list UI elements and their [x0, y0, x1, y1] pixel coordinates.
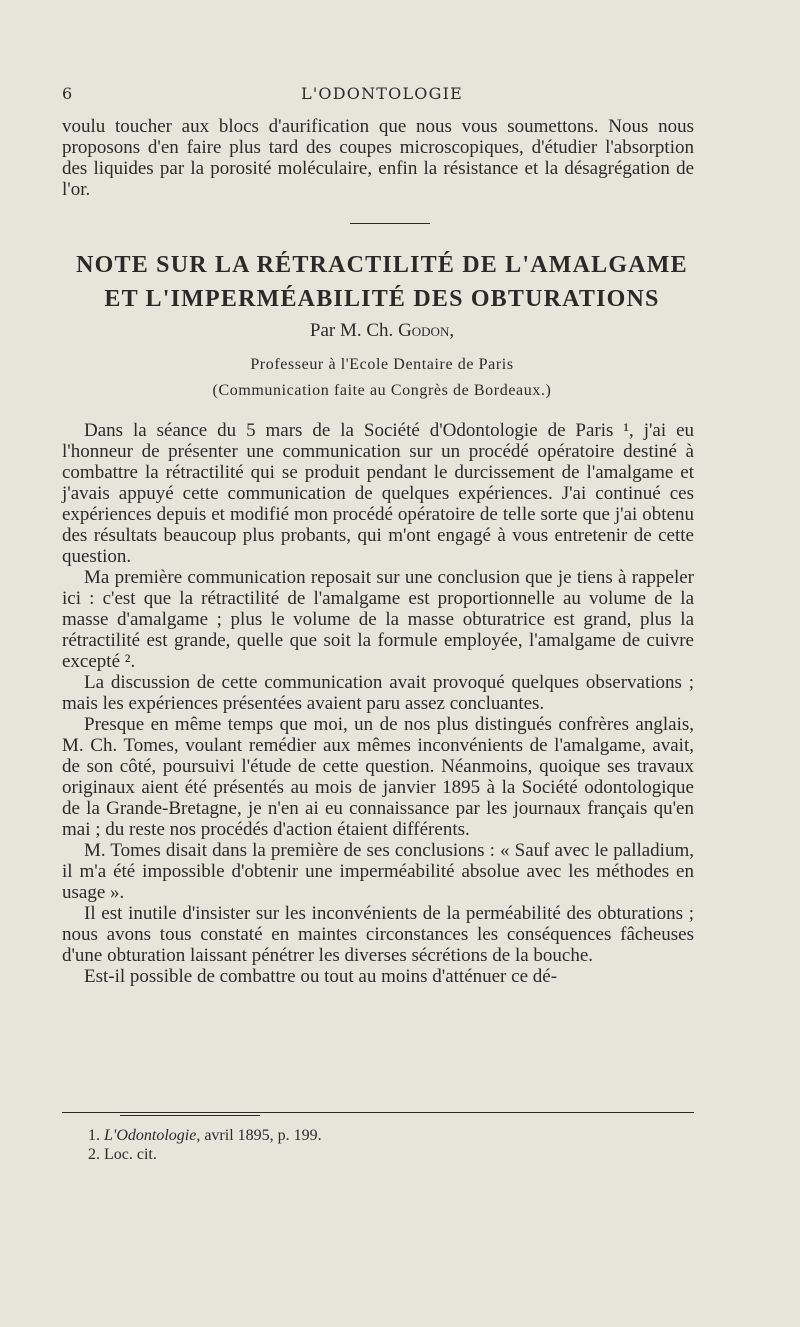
byline-prefix: Par M. Ch.	[309, 320, 399, 341]
body-paragraph: Il est inutile d'insister sur les inconvénients de la perméabilité des obturations ; nous avons tous constaté en maintes circonstances les conséquences fâcheuses d'une obturation laissant pénétrer les diverses sécrétions de la bouche.	[62, 903, 694, 966]
article-title-line-2: ET L'IMPERMÉABILITÉ DES OBTURATIONS	[104, 286, 660, 312]
footnote-rule	[62, 1112, 694, 1113]
body-paragraph: Est-il possible de combattre ou tout au moins d'atténuer ce dé-	[84, 966, 558, 987]
section-divider	[350, 223, 430, 224]
body-paragraph: M. Tomes disait dans la première de ses conclusions : « Sauf avec le palladium, il m'a été impossible d'obtenir une imperméabilité absolue avec les méthodes en usage ».	[62, 840, 694, 903]
body-paragraph: Presque en même temps que moi, un de nos plus distingués confrères anglais, M. Ch. Tomes, voulant remédier aux mêmes inconvénients de l'amalgame, avait, de son côté, poursuivi l'étude de cette question. Néanmoins, quoique ses travaux originaux aient été présentés au mois de janvier 1895 à la Société odontologique de la Grande-Bretagne, je n'en ai eu connaissance par les journaux français qu'en mai ; du reste nos procédés d'action étaient différents.	[62, 714, 694, 840]
footnote-1-journal: L'Odontologie,	[104, 1127, 201, 1144]
footnote-2: 2. Loc. cit.	[88, 1146, 157, 1163]
footnote-1	[88, 1126, 688, 1145]
footnote-1-citation: avril 1895, p. 199.	[200, 1127, 322, 1144]
article-title-line-1: NOTE SUR LA RÉTRACTILITÉ DE L'AMALGAME	[76, 252, 688, 278]
body-paragraph: Ma première communication reposait sur une conclusion que je tiens à rappeler ici : c'est que la rétractilité de l'amalgame est proportionnelle au volume de la masse d'amalgame ; plus le volume de la masse obturatrice est grand, plus la rétractilité est grande, quelle que soit la formule employée, l'amalgame de cuivre excepté ².	[62, 567, 694, 672]
author-name: Godon,	[398, 320, 455, 341]
intro-paragraph: voulu toucher aux blocs d'aurification que nous vous soumettons. Nous nous proposons d'en faire plus tard des coupes microscopiques, d'étudier l'absorption des liquides par la porosité moléculaire, enfin la résistance et la désagrégation de l'or.	[62, 116, 694, 200]
footnote-1-number: 1.	[88, 1127, 104, 1144]
page-number: 6	[62, 84, 73, 103]
article-body	[62, 420, 694, 987]
intro-text	[62, 116, 694, 200]
communication-note: (Communication faite au Congrès de Bordeaux.)	[212, 382, 552, 399]
author-affiliation: Professeur à l'Ecole Dentaire de Paris	[250, 356, 514, 373]
running-header	[62, 84, 702, 108]
body-paragraph: La discussion de cette communication avait provoqué quelques observations ; mais les expériences présentées avaient paru assez concluantes.	[62, 672, 694, 714]
footnotes	[88, 1126, 688, 1164]
running-title: L'ODONTOLOGIE	[301, 84, 463, 103]
footnote-rule-accent	[120, 1115, 260, 1116]
article-byline	[62, 320, 702, 342]
body-paragraph: Dans la séance du 5 mars de la Société d'Odontologie de Paris ¹, j'ai eu l'honneur de présenter une communication sur un procédé opératoire destiné à combattre la rétractilité qui se produit pendant le durcissement de l'amalgame et j'avais appuyé cette communication de quelques expériences. J'ai continué ces expériences depuis et modifié mon procédé opératoire de telle sorte que j'ai obtenu des résultats beaucoup plus probants, qui m'ont engagé à vous entretenir de cette question.	[62, 420, 694, 567]
